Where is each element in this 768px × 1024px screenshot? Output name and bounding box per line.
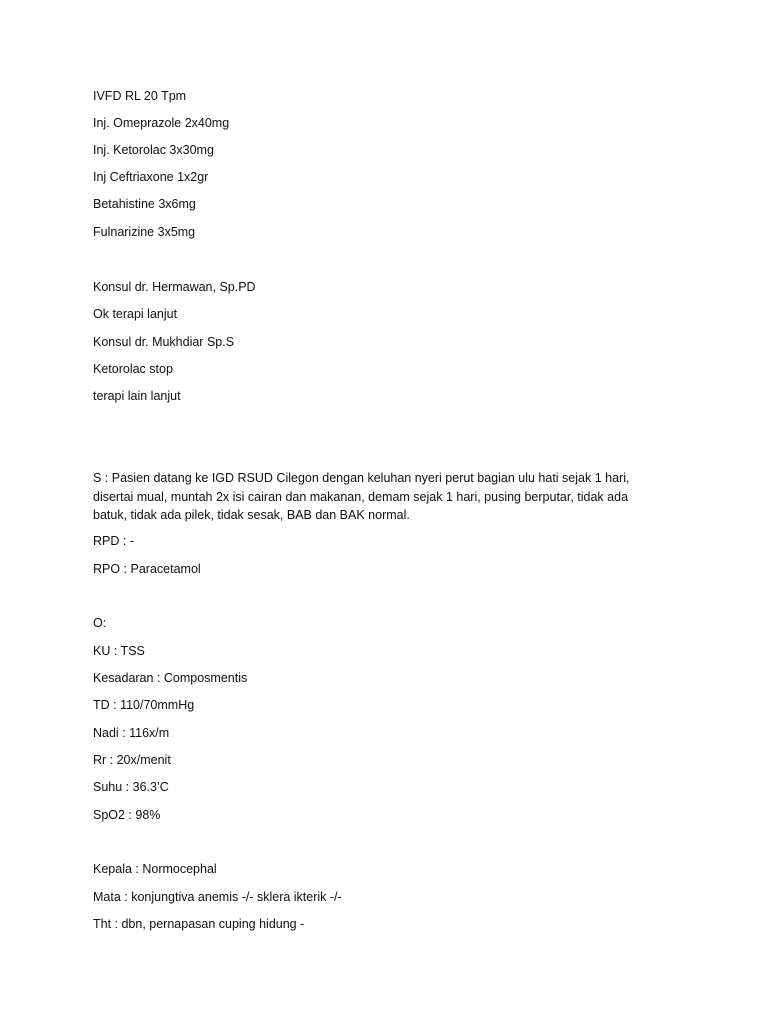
consult-line: terapi lain lanjut [93,389,181,403]
objective-heading: O: [93,616,107,630]
therapy-line: Fulnarizine 3x5mg [93,225,196,239]
rpo-line: RPO : Paracetamol [93,562,201,576]
consult-line: Ok terapi lanjut [93,307,178,321]
kesadaran-line: Kesadaran : Composmentis [93,671,248,685]
td-line: TD : 110/70mmHg [93,698,195,712]
ku-line: KU : TSS [93,644,145,658]
rpd-line: RPD : - [93,534,134,548]
subjective-complaint: S : Pasien datang ke IGD RSUD Cilegon dengan keluhan nyeri perut bagian ulu hati sejak 1 hari, disertai mual, muntah 2x isi cairan dan makanan, demam sejak 1 hari, pusing berputar, tidak ada batuk, tidak ada pilek, tidak sesak, BAB dan BAK normal. [93,471,630,522]
therapy-line: IVFD RL 20 Tpm [93,89,187,103]
nadi-line: Nadi : 116x/m [93,726,170,740]
therapy-line: Inj. Ketorolac 3x30mg [93,143,214,157]
therapy-line: Inj. Omeprazole 2x40mg [93,116,230,130]
suhu-line: Suhu : 36.3’C [93,780,169,794]
therapy-line: Betahistine 3x6mg [93,197,196,211]
tht-line: Tht : dbn, pernapasan cuping hidung - [93,917,305,931]
consult-line: Ketorolac stop [93,362,173,376]
consult-line: Konsul dr. Mukhdiar Sp.S [93,335,235,349]
spo2-line: SpO2 : 98% [93,808,161,822]
mata-line: Mata : konjungtiva anemis -/- sklera ikterik -/- [93,890,342,904]
therapy-line: Inj Ceftriaxone 1x2gr [93,170,209,184]
rr-line: Rr : 20x/menit [93,753,171,767]
kepala-line: Kepala : Normocephal [93,862,217,876]
consult-line: Konsul dr. Hermawan, Sp.PD [93,280,256,294]
